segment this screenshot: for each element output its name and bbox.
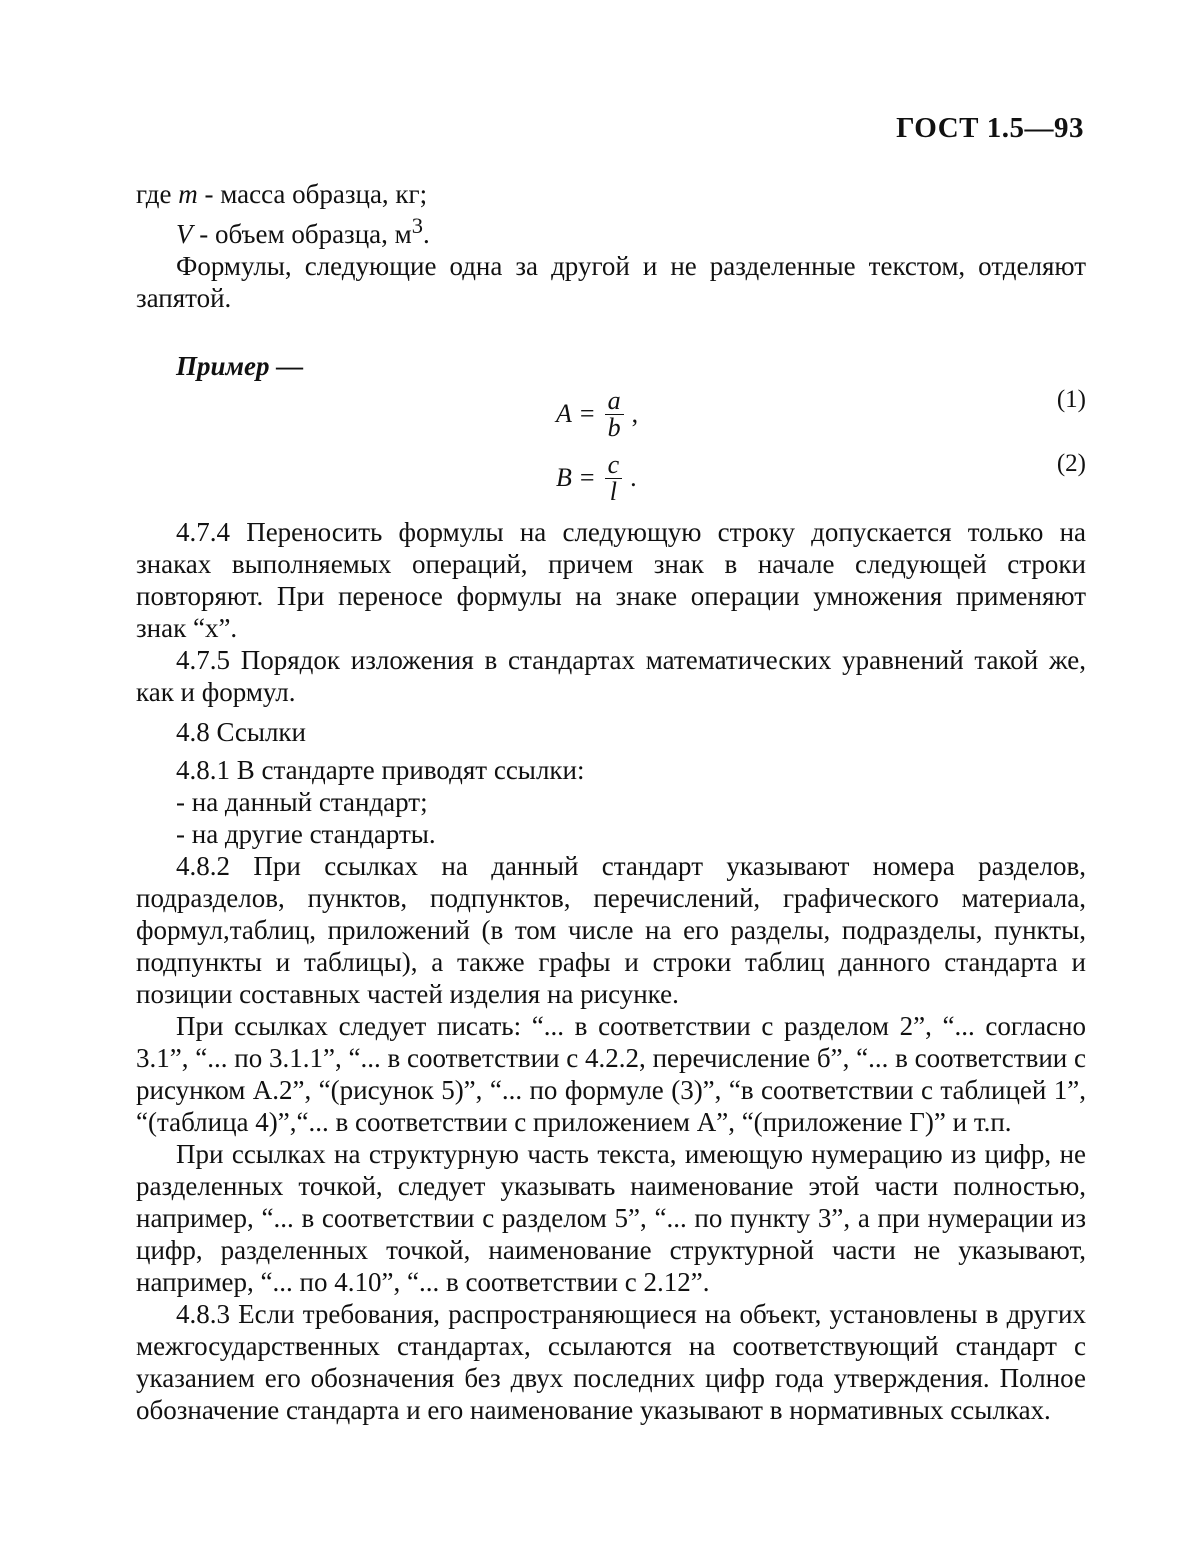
volume-symbol: V	[176, 219, 193, 249]
formula-2-number: (2)	[1056, 450, 1086, 477]
formula-1-equals: =	[579, 399, 595, 428]
volume-description: - объем образца, м	[192, 219, 412, 249]
formula-1-number: (1)	[1056, 386, 1086, 413]
formula-2-punctuation: .	[630, 463, 637, 492]
mass-description: - масса образца, кг;	[197, 179, 428, 209]
paragraph-4-8-2: 4.8.2 При ссылках на данный стандарт указывают номера разделов, подразделов, пунктов, подпунктов, перечислений, графического материала, формул,таблиц, приложений (в том числе на его разделы, подразделы, пункты, подпункты и таблицы), а также графы и строки таблиц данного стандарта и позиции составных частей изделия на рисунке.	[136, 851, 1086, 1009]
document-code-header: ГОСТ 1.5—93	[896, 112, 1084, 144]
paragraph-4-8-2-structural: При ссылках на структурную часть текста, имеющую нумерацию из цифр, не разделенных точкой, следует указывать наименование этой части полностью, например, “... в соответствии с разделом 5”, “... по пункту 3”, а при нумерации из цифр, разделенных точкой, наименование структурной части не указывают, например, “... по 4.10”, “... в соответствии с 2.12”.	[136, 1139, 1086, 1297]
paragraph-4-8-2-examples: При ссылках следует писать: “... в соответствии с разделом 2”, “... согласно 3.1”, “... по 3.1.1”, “... в соответствии с 4.2.2, перечисление б”, “... в соответствии с рисунком А.2”, “(рисунок 5)”, “... по формуле (3)”, “в соответствии с таблицей 1”, “(таблица 4)”,“... в соответствии с приложением А”, “(приложение Г)” и т.п.	[136, 1011, 1086, 1137]
paragraph-comma-rule: Формулы, следующие одна за другой и не разделенные текстом, отделяют запятой.	[136, 251, 1086, 313]
formula-2-fraction	[605, 449, 623, 506]
formula-1-fraction	[605, 385, 624, 442]
paragraph-4-7-4: 4.7.4 Переносить формулы на следующую строку допускается только на знаках выполняемых операций, причем знак в начале следующей строки повторяют. При переносе формулы на знаке операции умножения применяют знак “х”.	[136, 517, 1086, 643]
formula-2-numerator: c	[605, 452, 623, 479]
paragraph-4-7-5: 4.7.5 Порядок изложения в стандартах математических уравнений такой же, как и формул.	[136, 645, 1086, 707]
formula-2-equals: =	[579, 463, 595, 492]
formula-row-1	[136, 382, 1086, 446]
formula-row-2	[136, 446, 1086, 510]
mass-symbol: m	[178, 179, 198, 209]
formula-2-denominator: l	[609, 476, 617, 506]
list-item: - на другие стандарты.	[176, 819, 436, 849]
formula-2-lhs: B	[556, 463, 572, 492]
paragraph-4-8-1: 4.8.1 В стандарте приводят ссылки:	[176, 755, 585, 785]
volume-end: .	[423, 219, 430, 249]
formula-1-denominator: b	[607, 412, 621, 442]
formula-1-lhs: A	[556, 399, 572, 428]
example-label: Пример —	[176, 351, 304, 381]
where-prefix: где	[136, 179, 179, 209]
list-item: - на данный стандарт;	[176, 787, 428, 817]
formula-1	[556, 382, 638, 446]
where-line-volume	[136, 210, 1086, 250]
paragraph-4-8-3: 4.8.3 Если требования, распространяющиеся на объект, установлены в других межгосударственных стандартах, ссылаются на соответствующий стандарт с указанием его обозначения без двух последних цифр года утверждения. Полное обозначение стандарта и его наименование указывают в нормативных ссылках.	[136, 1299, 1086, 1425]
section-title-4-8: 4.8 Ссылки	[176, 717, 307, 747]
formula-2	[556, 446, 637, 510]
volume-exponent: 3	[411, 213, 423, 238]
where-line-mass	[136, 178, 1086, 210]
page-body	[136, 178, 1086, 1426]
formula-1-punctuation: ,	[631, 399, 639, 428]
formula-1-numerator: a	[605, 388, 624, 415]
